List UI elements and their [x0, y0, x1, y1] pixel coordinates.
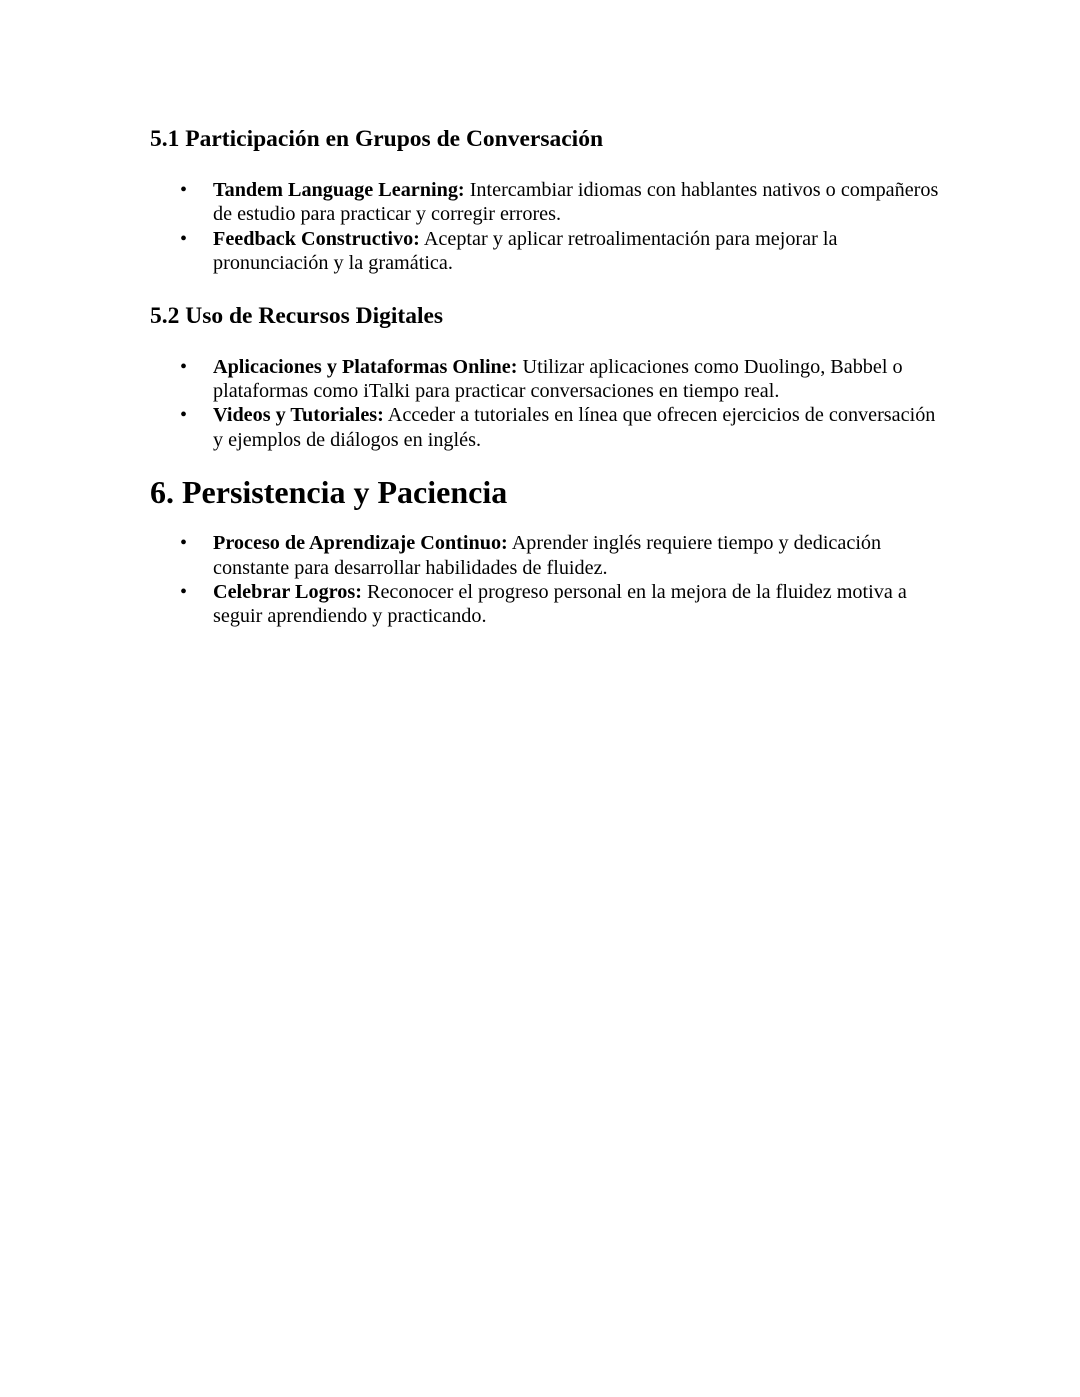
list-item-term: Videos y Tutoriales: — [213, 404, 384, 427]
list-item-text: Utilizar aplicaciones como Duolingo, Babbel o plataformas como iTalki para practicar conversaciones en tiempo real. — [213, 355, 903, 403]
list-item — [150, 178, 940, 227]
bullet-icon: • — [180, 355, 188, 378]
list-item-text: Reconocer el progreso personal en la mejora de la fluidez motiva a seguir aprendiendo y practicando. — [213, 581, 907, 628]
bullet-list-5-1 — [150, 178, 940, 276]
section-heading-5-2: 5.2 Uso de Recursos Digitales — [150, 302, 444, 329]
list-item — [150, 403, 940, 452]
bullet-icon: • — [180, 532, 188, 555]
list-item-text: Aceptar y aplicar retroalimentación para mejorar la pronunciación y la gramática. — [213, 227, 838, 275]
list-item — [150, 227, 940, 276]
document-page — [150, 124, 940, 629]
list-item-term: Feedback Constructivo: — [213, 227, 420, 250]
list-item-term: Proceso de Aprendizaje Continuo: — [213, 532, 508, 555]
list-item-text: Aprender inglés requiere tiempo y dedicación constante para desarrollar habilidades de fluidez. — [213, 532, 882, 579]
list-item-term: Tandem Language Learning: — [213, 179, 465, 201]
bullet-icon: • — [180, 179, 188, 201]
section-heading-6: 6. Persistencia y Paciencia — [150, 474, 508, 511]
list-item-text: Acceder a tutoriales en línea que ofrecen ejercicios de conversación y ejemplos de diálogos en inglés. — [213, 404, 936, 451]
bullet-icon: • — [180, 581, 188, 604]
bullet-icon: • — [180, 404, 188, 427]
list-item — [150, 531, 940, 580]
bullet-list-5-2 — [150, 355, 940, 453]
list-item-term: Aplicaciones y Plataformas Online: — [213, 355, 518, 378]
list-item-text: Intercambiar idiomas con hablantes nativos o compañeros de estudio para practicar y corregir errores. — [213, 179, 939, 226]
bullet-list-6 — [150, 531, 940, 629]
list-item — [150, 580, 940, 629]
list-item — [150, 355, 940, 404]
bullet-icon: • — [180, 227, 188, 250]
section-heading-5-1: 5.1 Participación en Grupos de Conversación — [150, 126, 604, 152]
list-item-term: Celebrar Logros: — [213, 581, 362, 604]
